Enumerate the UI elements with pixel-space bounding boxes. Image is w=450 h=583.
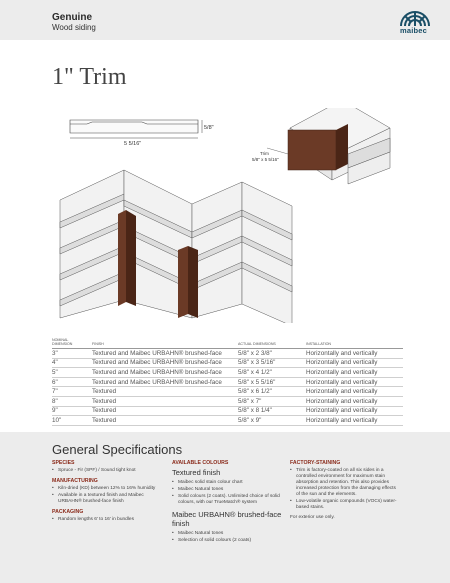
specifications-panel (0, 432, 450, 583)
list-item: • Spruce - Fir (SPF) / Sound tight knot (52, 468, 162, 474)
header-nominal: NOMINAL DIMENSION (52, 338, 73, 346)
cell-finish: Textured (92, 388, 117, 396)
table-header (52, 337, 403, 349)
table-row (52, 387, 403, 397)
cell-finish: Textured and Maibec URBAHN® brushed-face (92, 368, 222, 376)
list-item: • Solid colours (2 coats). Unlimited choice of solid colours, with our TrueMatch® system (172, 494, 282, 506)
textured-finish-title: Textured finish (172, 468, 221, 477)
list-item: • Trim is factory-coated on all six sides in a controlled environment for maximum stain absorption and retention. This also provides increased protection from the damaging effects of the sun and the elements. (290, 468, 400, 498)
urbahn-finish-list (172, 531, 282, 544)
dimensions-table (52, 337, 403, 426)
species-list (52, 468, 162, 474)
table-row (52, 359, 403, 369)
packaging-heading: PACKAGING (52, 509, 84, 515)
textured-finish-list (172, 480, 282, 506)
specs-column-3 (290, 460, 400, 520)
cell-installation: Horizontally and vertically (306, 368, 378, 376)
cell-finish: Textured (92, 416, 117, 424)
cell-finish: Textured and Maibec URBAHN® brushed-face (92, 359, 222, 367)
header-finish: FINISH (92, 342, 104, 346)
cell-nominal: 7" (52, 388, 58, 396)
cell-actual: 5/8" x 2 3/8" (238, 349, 272, 357)
height-label: 5/8" (204, 125, 214, 131)
brand-title: Genuine (52, 12, 93, 23)
cell-installation: Horizontally and vertically (306, 359, 378, 367)
list-item: • Kiln-dried (KD) between 12% to 16% humidity (52, 486, 162, 492)
cell-nominal: 6" (52, 378, 58, 386)
trim-diagram (52, 108, 392, 323)
list-item: • Maibec Natural tones (172, 487, 282, 493)
header-band (0, 0, 450, 40)
cell-actual: 5/8" x 5 5/16" (238, 378, 276, 386)
species-heading: SPECIES (52, 460, 75, 466)
cell-actual: 5/8" x 8 1/4" (238, 407, 272, 415)
cell-installation: Horizontally and vertically (306, 378, 378, 386)
page-title: 1" Trim (52, 64, 127, 90)
trim-callout-size: 5/8" x 5 5/16" (252, 157, 279, 162)
cell-nominal: 10" (52, 416, 62, 424)
trim-callout-label: Trim (260, 151, 269, 156)
specs-column-1 (52, 460, 162, 527)
logo-wordmark: maibec (400, 26, 428, 35)
siding-corner-drawing (60, 170, 292, 323)
cell-finish: Textured (92, 407, 117, 415)
specs-title: General Specifications (52, 442, 183, 457)
table-row (52, 397, 403, 407)
header-installation: INSTALLATION (306, 342, 332, 346)
cell-installation: Horizontally and vertically (306, 349, 378, 357)
list-item: • Maibec Natural tones (172, 531, 282, 537)
cell-installation: Horizontally and vertically (306, 388, 378, 396)
colours-heading: AVAILABLE COLOURS (172, 460, 229, 466)
table-row (52, 378, 403, 388)
table-row (52, 416, 403, 426)
list-item: • Selection of solid colours (2 coats) (172, 538, 282, 544)
staining-list (290, 468, 400, 511)
packaging-list (52, 517, 162, 523)
cell-nominal: 5" (52, 368, 58, 376)
manufacturing-heading: MANUFACTURING (52, 478, 98, 484)
urbahn-finish-title: Maibec URBAHN® brushed-face finish (172, 510, 282, 528)
list-item: • Random lengths 6' to 16' in bundles (52, 517, 162, 523)
cell-nominal: 4" (52, 359, 58, 367)
table-row (52, 368, 403, 378)
cell-finish: Textured and Maibec URBAHN® brushed-face (92, 349, 222, 357)
cell-installation: Horizontally and vertically (306, 407, 378, 415)
cell-actual: 5/8" x 7" (238, 397, 262, 405)
cell-finish: Textured (92, 397, 117, 405)
cell-installation: Horizontally and vertically (306, 416, 378, 424)
cell-actual: 5/8" x 9" (238, 416, 262, 424)
cell-actual: 5/8" x 3 5/16" (238, 359, 276, 367)
list-item: • Maibec solid stain colour chart (172, 480, 282, 486)
list-item: • Available in a textured finish and Maibec URBAHN® brushed-face finish (52, 493, 162, 505)
cell-installation: Horizontally and vertically (306, 397, 378, 405)
cell-finish: Textured and Maibec URBAHN® brushed-face (92, 378, 222, 386)
manufacturing-list (52, 486, 162, 505)
cell-nominal: 3" (52, 349, 58, 357)
staining-heading: FACTORY-STAINING (290, 460, 341, 466)
width-label: 5 5/16" (124, 141, 142, 147)
cell-nominal: 8" (52, 397, 58, 405)
corner-trim-drawing (288, 108, 390, 184)
cell-nominal: 9" (52, 407, 58, 415)
table-row (52, 407, 403, 417)
table-row (52, 349, 403, 359)
exterior-use-note: For exterior use only. (290, 515, 335, 520)
cell-actual: 5/8" x 6 1/2" (238, 388, 272, 396)
trim-profile-drawing (70, 120, 198, 133)
brand-subtitle: Wood siding (52, 23, 96, 32)
specs-column-2 (172, 460, 282, 548)
list-item: • Low-volatile organic compounds (VOCs) water-based stains. (290, 499, 400, 511)
header-actual: ACTUAL DIMENSIONS (238, 342, 276, 346)
cell-actual: 5/8" x 4 1/2" (238, 368, 272, 376)
